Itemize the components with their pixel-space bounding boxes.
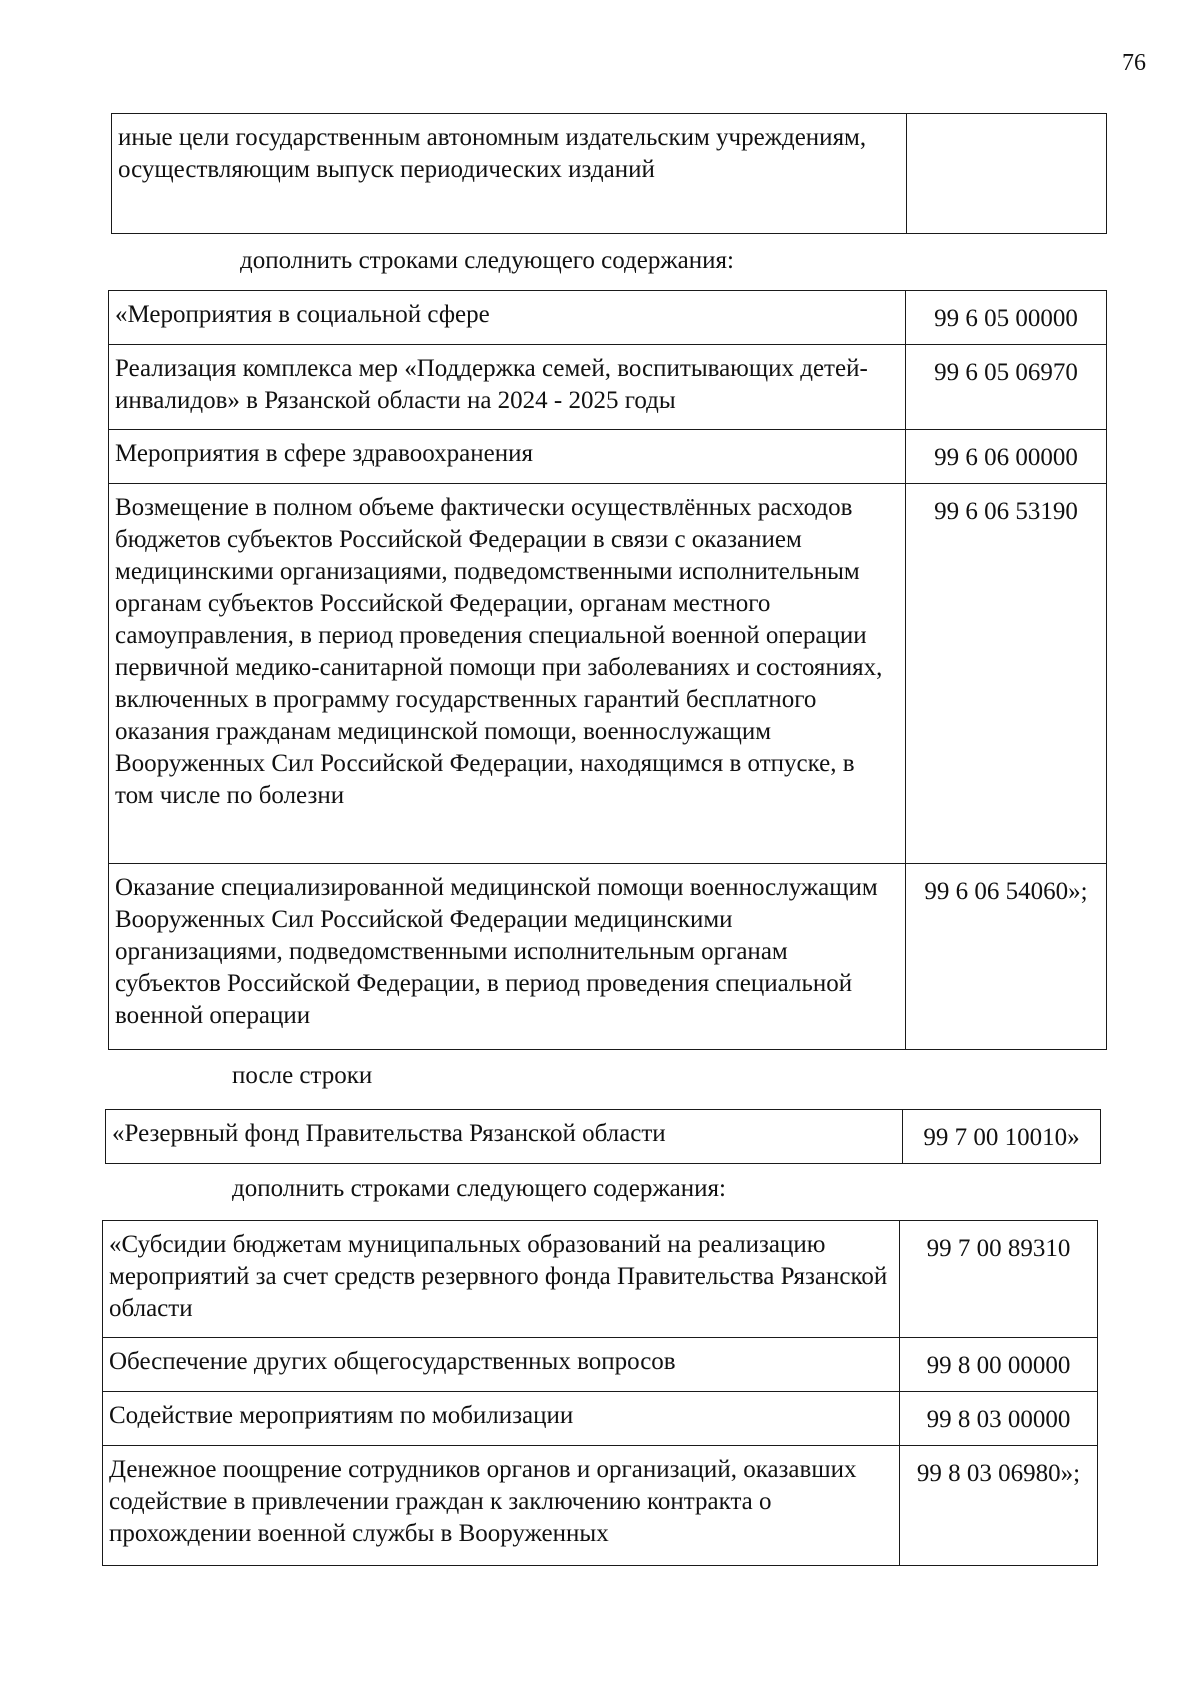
classification-code-cell: 99 6 05 06970 bbox=[906, 345, 1107, 430]
expense-name-cell: «Мероприятия в социальной сфере bbox=[109, 291, 906, 345]
table-row bbox=[109, 430, 1107, 484]
instruction-text: дополнить строками следующего содержания: bbox=[232, 1175, 726, 1202]
expense-name-cell: «Субсидии бюджетам муниципальных образований на реализацию мероприятий за счет средств резервного фонда Правительства Рязанской области bbox=[103, 1221, 900, 1338]
added-rows-table-2 bbox=[102, 1220, 1098, 1566]
classification-code-cell: 99 6 05 00000 bbox=[906, 291, 1107, 345]
reference-row-table bbox=[105, 1109, 1101, 1164]
classification-code-cell: 99 6 06 53190 bbox=[906, 484, 1107, 864]
table-row bbox=[109, 484, 1107, 864]
table-row bbox=[103, 1392, 1098, 1446]
classification-code-cell: 99 7 00 89310 bbox=[900, 1221, 1098, 1338]
classification-code-cell: 99 6 06 00000 bbox=[906, 430, 1107, 484]
added-rows-table bbox=[108, 290, 1107, 1050]
table-row bbox=[103, 1221, 1098, 1338]
classification-code-cell: 99 8 00 00000 bbox=[900, 1338, 1098, 1392]
classification-code-cell: 99 8 03 06980»; bbox=[900, 1446, 1098, 1566]
expense-name-cell: Мероприятия в сфере здравоохранения bbox=[109, 430, 906, 484]
expense-name-cell: «Резервный фонд Правительства Рязанской области bbox=[106, 1110, 903, 1164]
expense-name-cell: Денежное поощрение сотрудников органов и организаций, оказавших содействие в привлечении граждан к заключению контракта о прохождении военной службы в Вооруженных bbox=[103, 1446, 900, 1566]
continuation-table bbox=[111, 113, 1107, 234]
expense-name-cell: иные цели государственным автономным издательским учреждениям, осуществляющим выпуск периодических изданий bbox=[112, 114, 907, 234]
expense-name-cell: Обеспечение других общегосударственных вопросов bbox=[103, 1338, 900, 1392]
table-row bbox=[103, 1338, 1098, 1392]
table-row bbox=[109, 864, 1107, 1050]
classification-code-cell: 99 6 06 54060»; bbox=[906, 864, 1107, 1050]
classification-code-cell bbox=[907, 114, 1107, 234]
table-row bbox=[109, 345, 1107, 430]
page-number: 76 bbox=[1122, 50, 1146, 76]
expense-name-cell: Возмещение в полном объеме фактически осуществлённых расходов бюджетов субъектов Российской Федерации в связи с оказанием медицинскими организациями, подведомственными исполнительным органам субъектов Российской Федерации, органам местного самоуправления, в период проведения специальной военной операции первичной медико-санитарной помощи при заболеваниях и состояниях, включенных в программу государственных гарантий бесплатного оказания гражданам медицинской помощи, военнослужащим Вооруженных Сил Российской Федерации, находящимся в отпуске, в том числе по болезни bbox=[109, 484, 906, 864]
expense-name-cell: Содействие мероприятиям по мобилизации bbox=[103, 1392, 900, 1446]
classification-code-cell: 99 8 03 00000 bbox=[900, 1392, 1098, 1446]
expense-name-cell: Оказание специализированной медицинской помощи военнослужащим Вооруженных Сил Российской Федерации медицинскими организациями, подведомственными исполнительным органам субъектов Российской Федерации, в период проведения специальной военной операции bbox=[109, 864, 906, 1050]
table-row bbox=[112, 114, 1107, 234]
classification-code-cell: 99 7 00 10010» bbox=[903, 1110, 1101, 1164]
expense-name-cell: Реализация комплекса мер «Поддержка семей, воспитывающих детей-инвалидов» в Рязанской области на 2024 - 2025 годы bbox=[109, 345, 906, 430]
table-row bbox=[106, 1110, 1101, 1164]
instruction-text: дополнить строками следующего содержания: bbox=[240, 247, 734, 274]
table-row bbox=[103, 1446, 1098, 1566]
instruction-text: после строки bbox=[232, 1062, 373, 1089]
table-row bbox=[109, 291, 1107, 345]
